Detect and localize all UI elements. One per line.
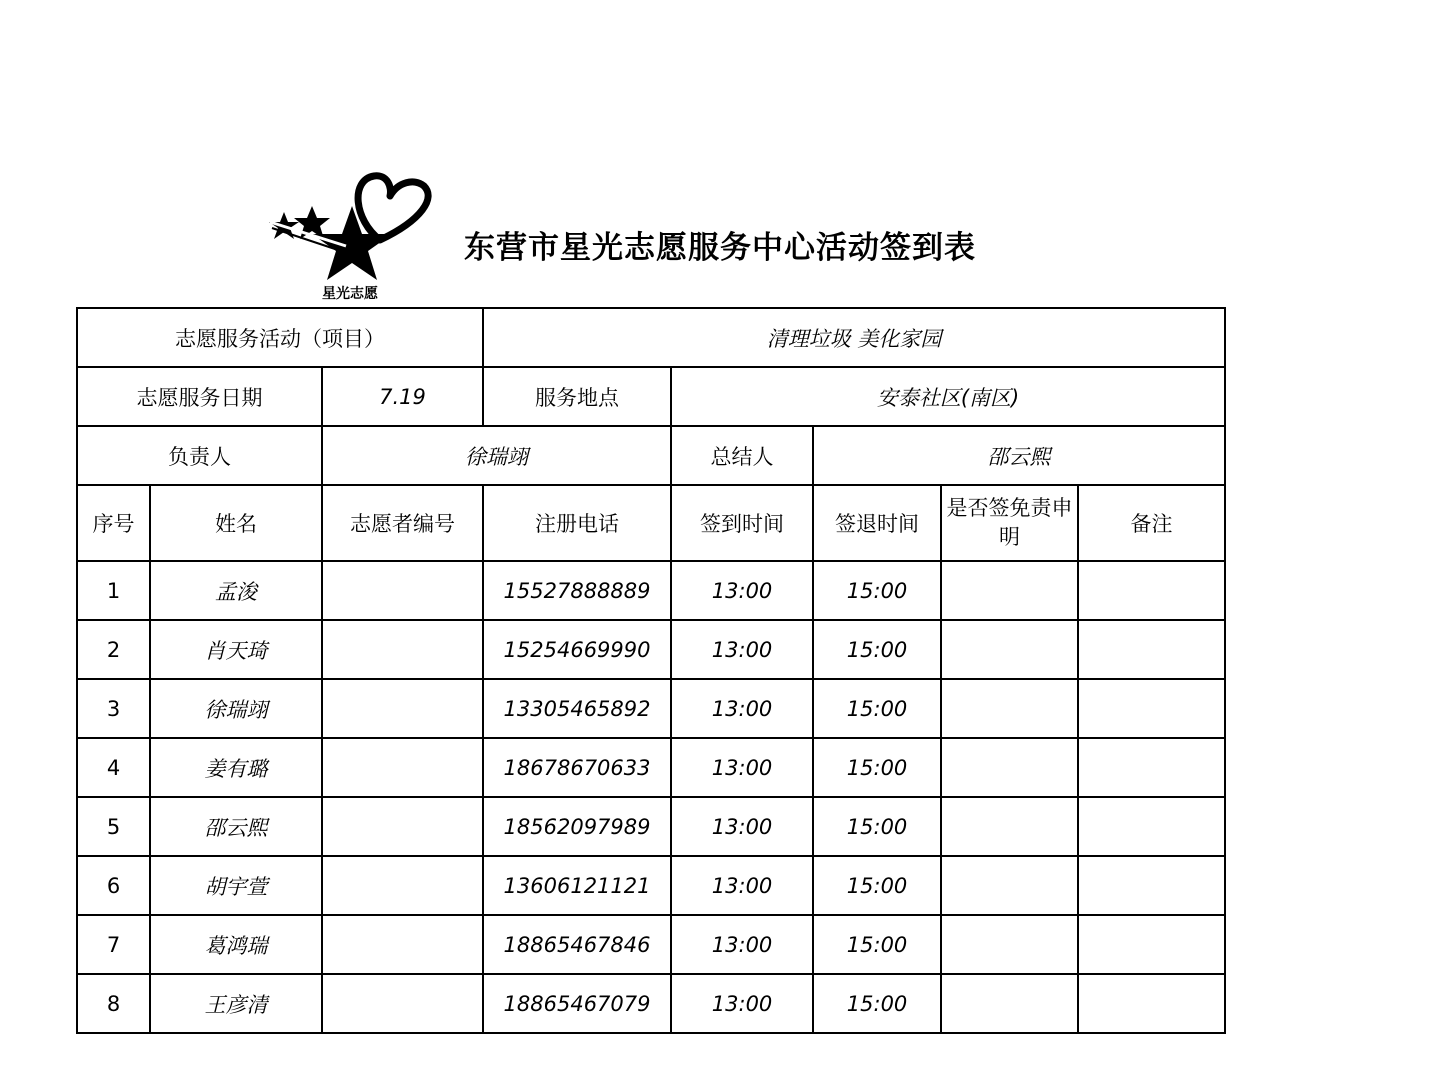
volunteer-name: 肖天琦 [150,620,322,679]
note [1078,856,1225,915]
col-header-sign-out: 签退时间 [813,485,941,561]
date-value: 7.19 [322,367,483,426]
summarizer-label: 总结人 [671,426,813,485]
volunteer-id [322,620,483,679]
leader-row [77,426,1225,485]
volunteer-id [322,797,483,856]
table-row [77,738,1225,797]
table-row [77,856,1225,915]
volunteer-phone: 15527888889 [483,561,671,620]
col-header-waiver: 是否签免责申明 [941,485,1078,561]
table-row [77,974,1225,1033]
summarizer-value: 邵云熙 [813,426,1225,485]
activity-row [77,308,1225,367]
sign-out-time: 15:00 [813,561,941,620]
volunteer-id [322,856,483,915]
col-header-volunteer-id: 志愿者编号 [322,485,483,561]
volunteer-name: 邵云熙 [150,797,322,856]
leader-value: 徐瑞翊 [322,426,671,485]
row-number: 3 [77,679,150,738]
sign-in-time: 13:00 [671,561,813,620]
note [1078,679,1225,738]
activity-value: 清理垃圾 美化家园 [483,308,1225,367]
date-label: 志愿服务日期 [77,367,322,426]
waiver-signed [941,679,1078,738]
volunteer-id [322,974,483,1033]
sign-out-time: 15:00 [813,856,941,915]
table-row [77,915,1225,974]
sign-in-time: 13:00 [671,620,813,679]
waiver-signed [941,856,1078,915]
volunteer-phone: 13305465892 [483,679,671,738]
col-header-note: 备注 [1078,485,1225,561]
document-title: 东营市星光志愿服务中心活动签到表 [464,230,976,266]
sign-in-time: 13:00 [671,915,813,974]
waiver-signed [941,738,1078,797]
volunteer-id [322,679,483,738]
table-row [77,561,1225,620]
waiver-signed [941,620,1078,679]
sign-out-time: 15:00 [813,974,941,1033]
sign-out-time: 15:00 [813,797,941,856]
volunteer-phone: 18865467079 [483,974,671,1033]
sign-in-time: 13:00 [671,738,813,797]
waiver-signed [941,915,1078,974]
row-number: 8 [77,974,150,1033]
table-row [77,679,1225,738]
sign-out-time: 15:00 [813,915,941,974]
volunteer-phone: 18865467846 [483,915,671,974]
row-number: 1 [77,561,150,620]
row-number: 6 [77,856,150,915]
waiver-signed [941,974,1078,1033]
leader-label: 负责人 [77,426,322,485]
row-number: 7 [77,915,150,974]
volunteer-name: 王彦清 [150,974,322,1033]
note [1078,915,1225,974]
volunteer-name: 葛鸿瑞 [150,915,322,974]
note [1078,738,1225,797]
volunteer-name: 姜有璐 [150,738,322,797]
note [1078,620,1225,679]
sign-in-time: 13:00 [671,679,813,738]
volunteer-id [322,561,483,620]
location-label: 服务地点 [483,367,671,426]
row-number: 2 [77,620,150,679]
volunteer-name: 徐瑞翊 [150,679,322,738]
volunteer-id [322,738,483,797]
volunteer-name: 孟浚 [150,561,322,620]
sign-in-table [76,307,1226,1034]
volunteer-phone: 18678670633 [483,738,671,797]
col-header-sign-in: 签到时间 [671,485,813,561]
location-value: 安泰社区(南区) [671,367,1225,426]
waiver-signed [941,561,1078,620]
date-location-row [77,367,1225,426]
row-number: 4 [77,738,150,797]
logo-text: 星光志愿 [322,286,378,302]
note [1078,797,1225,856]
table-row [77,797,1225,856]
waiver-signed [941,797,1078,856]
note [1078,974,1225,1033]
note [1078,561,1225,620]
volunteer-phone: 18562097989 [483,797,671,856]
sign-out-time: 15:00 [813,679,941,738]
table-row [77,620,1225,679]
volunteer-id [322,915,483,974]
col-header-no: 序号 [77,485,150,561]
col-header-name: 姓名 [150,485,322,561]
sign-in-time: 13:00 [671,974,813,1033]
row-number: 5 [77,797,150,856]
volunteer-rows [77,561,1225,1033]
sign-in-time: 13:00 [671,797,813,856]
column-header-row [77,485,1225,561]
volunteer-name: 胡宇萱 [150,856,322,915]
volunteer-phone: 13606121121 [483,856,671,915]
col-header-phone: 注册电话 [483,485,671,561]
activity-label: 志愿服务活动（项目） [77,308,483,367]
stars-heart-logo [262,168,438,304]
volunteer-phone: 15254669990 [483,620,671,679]
sign-out-time: 15:00 [813,620,941,679]
sign-in-time: 13:00 [671,856,813,915]
sign-out-time: 15:00 [813,738,941,797]
